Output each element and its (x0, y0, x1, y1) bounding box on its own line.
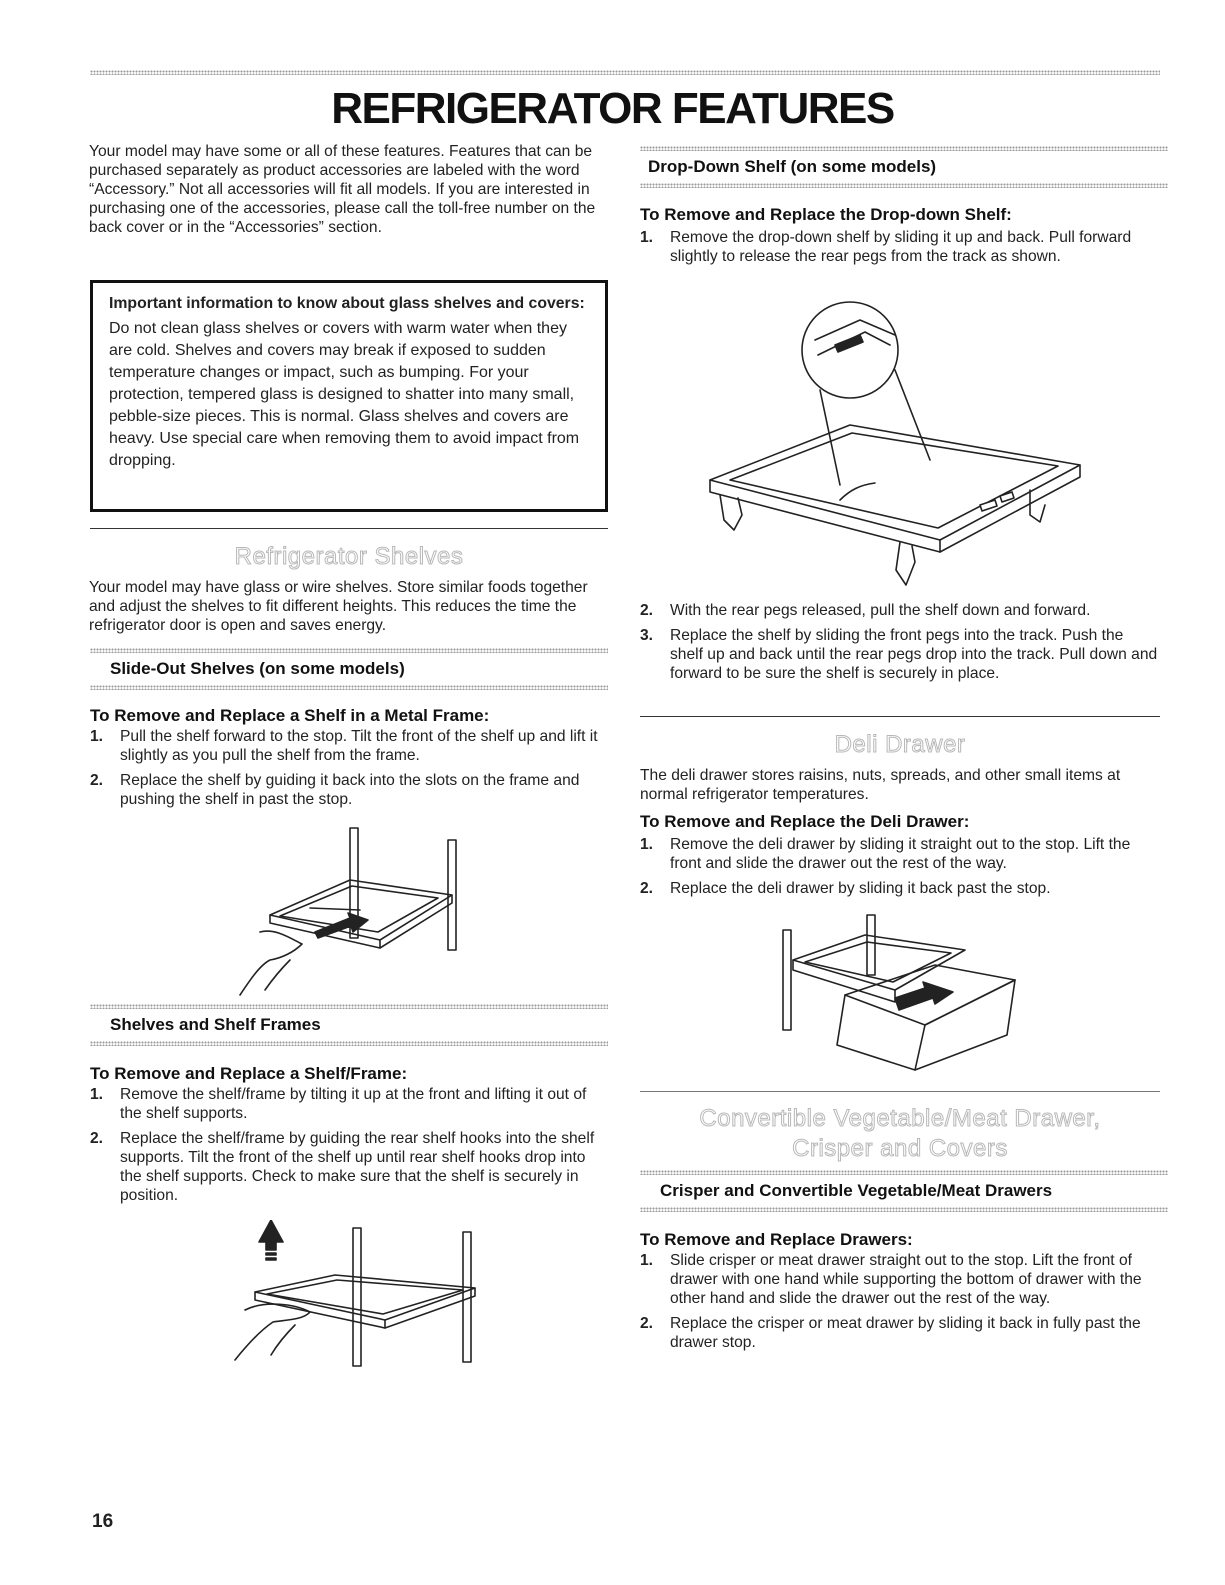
step-number: 2. (640, 1315, 654, 1332)
glass-warning-box (90, 280, 608, 512)
deli-subheading: To Remove and Replace the Deli Drawer: (640, 812, 970, 831)
list-item (640, 1251, 1160, 1308)
drop-down-steps-2-3 (640, 601, 1160, 689)
frames-heading: Shelves and Shelf Frames (110, 1015, 321, 1034)
step-number: 1. (640, 836, 654, 853)
section-rule (640, 1091, 1160, 1092)
slide-out-subheading: To Remove and Replace a Shelf in a Metal Frame: (90, 706, 490, 725)
section-title-deli: Deli Drawer (834, 731, 966, 758)
warning-body: Do not clean glass shelves or covers with warm water when they are cold. Shelves and covers may break if exposed to sudden temperature changes or impact, such as bumping. For your protection, tempered glass is designed to shatter into many small, pebble-size pieces. This is normal. Glass shelves and covers are heavy. Use special care when removing them to avoid impact from dropping. (109, 320, 580, 469)
drop-down-heading-bar (640, 146, 1168, 188)
step-number: 1. (640, 1252, 654, 1269)
crisper-subheading: To Remove and Replace Drawers: (640, 1230, 913, 1249)
step-number: 2. (640, 880, 654, 897)
step-text: Replace the crisper or meat drawer by sliding it back in fully past the drawer stop. (670, 1315, 1141, 1351)
list-item (640, 626, 1160, 683)
step-number: 1. (90, 728, 104, 745)
crisper-heading-bar (640, 1170, 1168, 1212)
step-number: 2. (90, 1130, 104, 1147)
step-text: Replace the deli drawer by sliding it back past the stop. (670, 880, 1051, 897)
frames-subheading: To Remove and Replace a Shelf/Frame: (90, 1064, 408, 1083)
dotted-rule (90, 685, 608, 690)
step-number: 1. (90, 1086, 104, 1103)
section-rule (90, 528, 608, 529)
slide-out-steps (90, 727, 608, 815)
list-item (640, 601, 1160, 620)
step-number: 2. (640, 602, 654, 619)
step-text: Replace the shelf by guiding it back into the slots on the frame and pushing the shelf in past the stop. (120, 772, 580, 808)
slide-out-heading: Slide-Out Shelves (on some models) (110, 659, 405, 678)
shelves-intro: Your model may have glass or wire shelves. Store similar foods together and adjust the shelves to fit different heights. This reduces the time the refrigerator door is open and saves energy. (89, 579, 588, 634)
slide-out-shelf-illustration (230, 820, 480, 1000)
dotted-rule (90, 1004, 608, 1009)
top-dotted-rule (90, 70, 1160, 75)
shelf-frame-illustration (225, 1220, 495, 1370)
dotted-rule (640, 146, 1168, 151)
list-item (90, 727, 608, 765)
step-text: Pull the shelf forward to the stop. Tilt the front of the shelf up and lift it slightly as you pull the shelf from the frame. (120, 728, 598, 764)
list-item (640, 835, 1160, 873)
list-item (640, 1314, 1160, 1352)
list-item (90, 1129, 608, 1205)
step-number: 2. (90, 772, 104, 789)
crisper-steps (640, 1251, 1160, 1358)
page-title: REFRIGERATOR FEATURES (331, 84, 894, 133)
section-title-line: Convertible Vegetable/Meat Drawer, (699, 1105, 1101, 1132)
step-text: Slide crisper or meat drawer straight out to the stop. Lift the front of drawer with one hand while supporting the bottom of drawer with the other hand and slide the drawer out the rest of the way. (670, 1252, 1142, 1307)
list-item (640, 228, 1160, 266)
step-number: 1. (640, 229, 654, 246)
section-title-shelves: Refrigerator Shelves (234, 543, 464, 570)
step-text: Replace the shelf by sliding the front pegs into the track. Push the shelf up and back until the rear pegs drop into the track. Pull down and forward to be sure the shelf is securely in place. (670, 627, 1158, 682)
warning-heading: Important information to know about glass shelves and covers: (109, 295, 585, 312)
list-item (90, 1085, 608, 1123)
page-number: 16 (92, 1511, 114, 1532)
dotted-rule (640, 1170, 1168, 1175)
list-item (90, 771, 608, 809)
dotted-rule (90, 1041, 608, 1046)
step-text: Remove the drop-down shelf by sliding it up and back. Pull forward slightly to release the rear pegs from the track as shown. (670, 229, 1132, 265)
section-rule (640, 716, 1160, 717)
frames-steps (90, 1085, 608, 1211)
drop-down-heading: Drop-Down Shelf (on some models) (648, 157, 937, 176)
deli-drawer-illustration (775, 910, 1025, 1080)
section-title-crisper (640, 1104, 1160, 1164)
crisper-heading: Crisper and Convertible Vegetable/Meat Drawers (660, 1181, 1053, 1200)
dotted-rule (90, 648, 608, 653)
list-item (640, 879, 1160, 898)
drop-down-step-1 (640, 228, 1160, 272)
deli-steps (640, 835, 1160, 904)
deli-intro: The deli drawer stores raisins, nuts, spreads, and other small items at normal refrigerator temperatures. (640, 767, 1121, 803)
step-text: Remove the deli drawer by sliding it straight out to the stop. Lift the front and slide the drawer out the rest of the way. (670, 836, 1131, 872)
section-title-line: Crisper and Covers (792, 1135, 1008, 1162)
drop-down-subheading: To Remove and Replace the Drop-down Shelf: (640, 205, 1012, 224)
step-text: Remove the shelf/frame by tilting it up at the front and lifting it out of the shelf supports. (120, 1086, 587, 1122)
frames-heading-bar (90, 1004, 608, 1046)
drop-down-shelf-illustration (700, 300, 1100, 590)
step-text: Replace the shelf/frame by guiding the rear shelf hooks into the shelf supports. Tilt the front of the shelf up until rear shelf hooks drop into the shelf supports. Check to make sure that the shelf is securely in position. (120, 1130, 595, 1204)
step-text: With the rear pegs released, pull the shelf down and forward. (670, 602, 1091, 619)
slide-out-heading-bar (90, 648, 608, 690)
dotted-rule (640, 1207, 1168, 1212)
intro-paragraph: Your model may have some or all of these features. Features that can be purchased separately as product accessories are labeled with the word “Accessory.” Not all accessories will fit all models. If you are interested in purchasing one of the accessories, please call the toll-free number on the back cover or in the “Accessories” section. (89, 143, 596, 236)
dotted-rule (640, 183, 1168, 188)
step-number: 3. (640, 627, 654, 644)
